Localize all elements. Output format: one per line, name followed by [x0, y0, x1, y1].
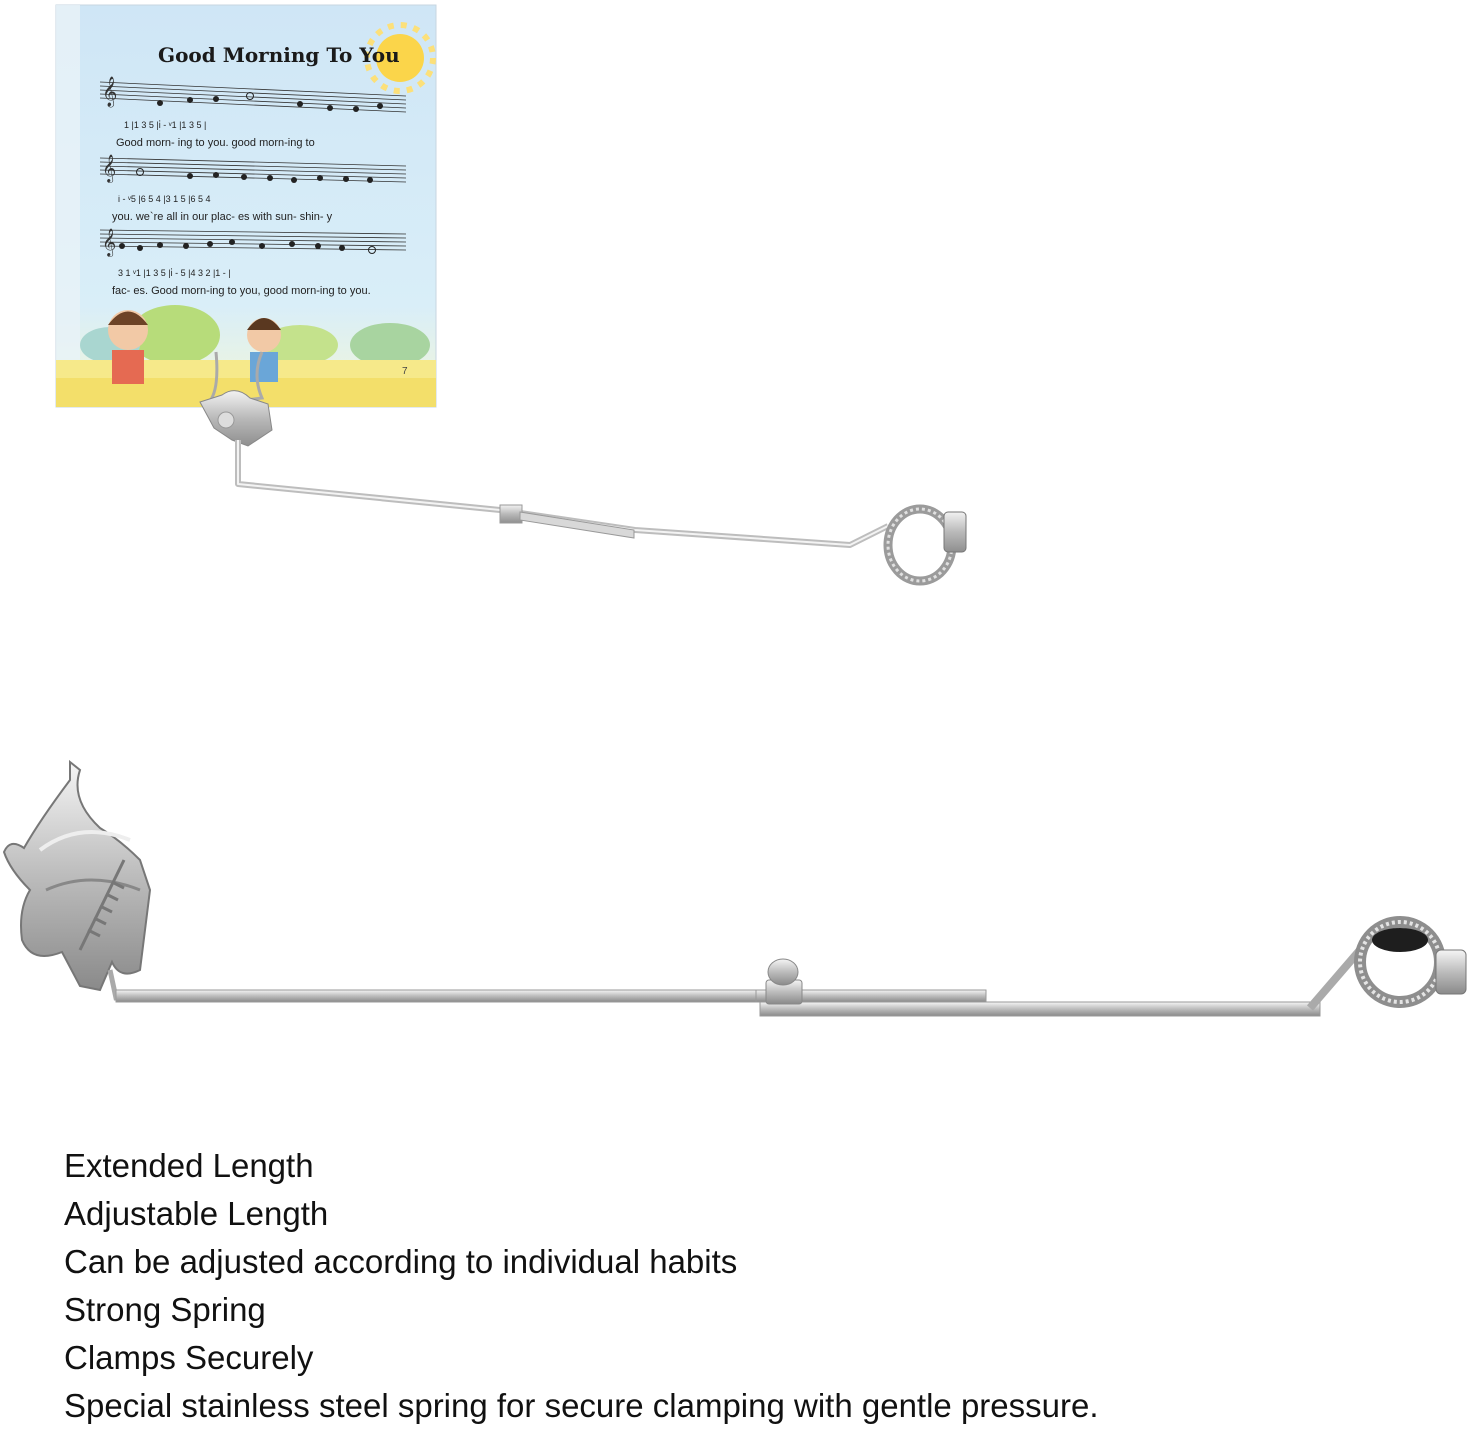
- numbers-row-3: 3 1 ᵛ1 |1 3 5 |i̇ - 5 |4 3 2 |1 - |: [118, 268, 231, 278]
- thumb-screw-knob: [766, 959, 802, 1004]
- product-photo-with-sheet: [0, 0, 1476, 620]
- lyre-arm-bottom: [116, 950, 1360, 1016]
- lyrics-row-3: fac- es. Good morn-ing to you, good morn-ing to you.: [112, 285, 371, 297]
- feature-adjustable-length: Adjustable Length: [64, 1195, 329, 1232]
- numbers-row-2: i - ᵛ5 |6 5 4 |3 1 5 |6 5 4: [118, 194, 211, 204]
- feature-strong-spring: Strong Spring: [64, 1291, 266, 1328]
- feature-stainless-spring: Special stainless steel spring for secure clamping with gentle pressure.: [64, 1387, 1099, 1424]
- lyre-clamp-bottom: [4, 762, 150, 998]
- feature-adjust-habits: Can be adjusted according to individual habits: [64, 1243, 738, 1280]
- treble-clef-icon: 𝄞: [102, 76, 118, 106]
- product-photo-extended: [0, 740, 1476, 1080]
- hose-clamp-ring-top: [888, 509, 966, 581]
- feature-extended-length: Extended Length: [64, 1147, 314, 1184]
- lyre-arm-top: [238, 440, 888, 545]
- sheet-title: Good Morning To You: [158, 43, 400, 67]
- numbers-row-1: 1 |1 3 5 |i̇ - ᵛ1 |1 3 5 |: [124, 120, 207, 130]
- hose-clamp-ring-bottom: [1360, 922, 1466, 1002]
- treble-clef-icon: 𝄞: [102, 229, 117, 256]
- page-number: 7: [402, 366, 408, 377]
- lyrics-row-2: you. we`re all in our plac- es with sun- shin- y: [112, 211, 333, 223]
- feature-list: [64, 1142, 1099, 1430]
- treble-clef-icon: 𝄞: [102, 155, 117, 182]
- feature-clamps-securely: Clamps Securely: [64, 1339, 314, 1376]
- sheet-music-card: [56, 5, 436, 407]
- lyrics-row-1: Good morn- ing to you. good morn-ing to: [116, 137, 315, 149]
